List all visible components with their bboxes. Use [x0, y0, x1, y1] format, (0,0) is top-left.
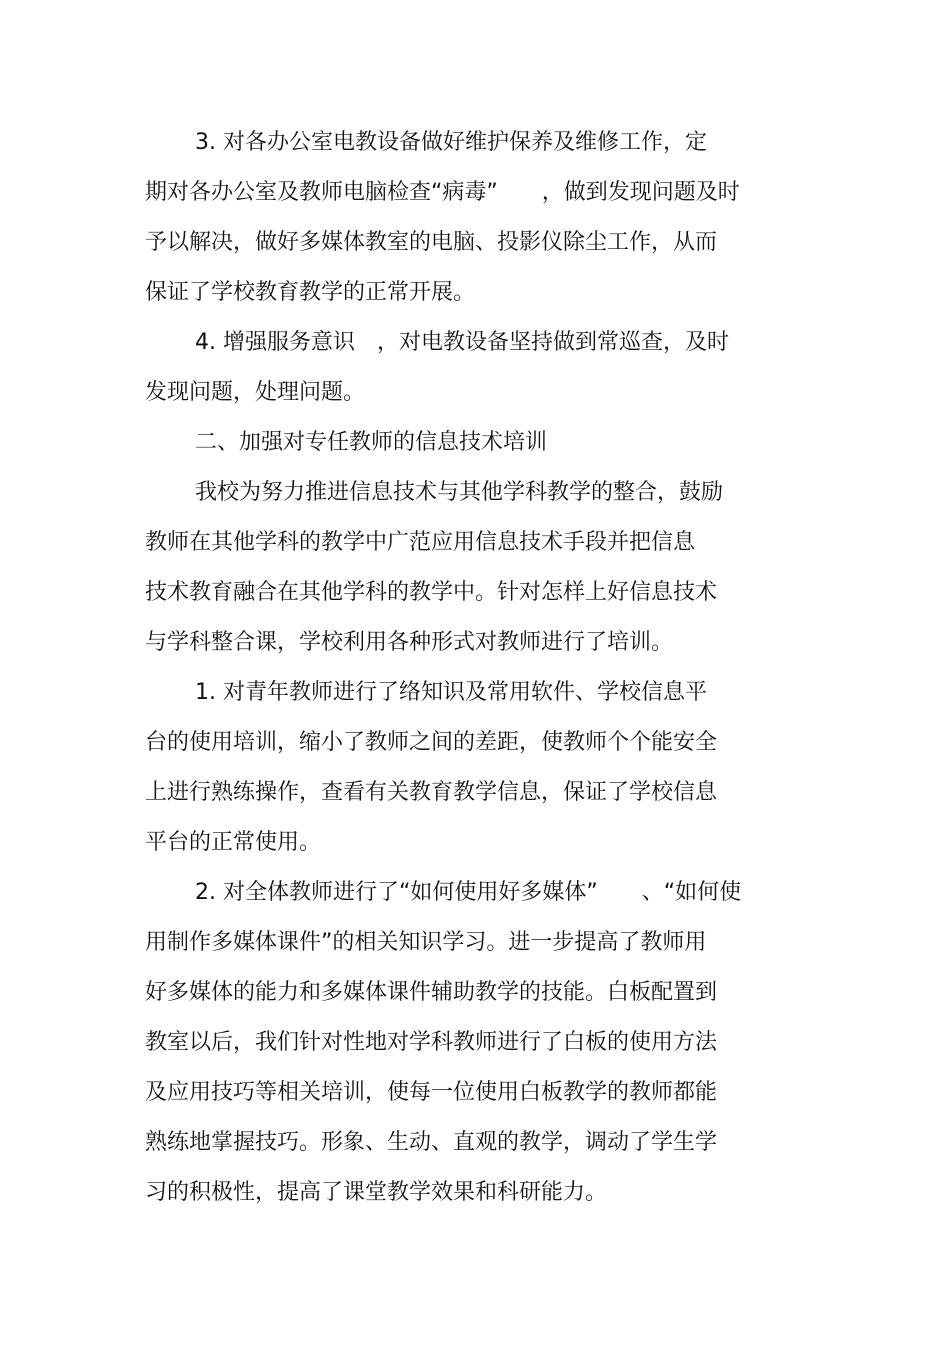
- text-line: 好多媒体的能力和多媒体课件辅助教学的技能。白板配置到: [145, 980, 718, 1005]
- text-line: 发现问题，处理问题。: [145, 380, 366, 405]
- text-line: 台的使用培训，缩小了教师之间的差距，使教师个个能安全: [145, 730, 718, 755]
- text-line: 教师在其他学科的教学中广范应用信息技术手段并把信息: [145, 530, 696, 555]
- text-line: 3. 对各办公室电教设备做好维护保养及维修工作，定: [195, 130, 707, 155]
- text-line: 技术教育融合在其他学科的教学中。针对怎样上好信息技术: [145, 580, 718, 605]
- text-line: 用制作多媒体课件”的相关知识学习。进一步提高了教师用: [145, 930, 707, 955]
- text-line: 习的积极性，提高了课堂教学效果和科研能力。: [145, 1180, 608, 1205]
- section-heading: 二、加强对专任教师的信息技术培训: [195, 430, 548, 455]
- text-line: 期对各办公室及教师电脑检查“病毒” ，做到发现问题及时: [145, 180, 740, 205]
- text-line: 上进行熟练操作，查看有关教育教学信息，保证了学校信息: [145, 780, 718, 805]
- text-line: 与学科整合课，学校利用各种形式对教师进行了培训。: [145, 630, 674, 655]
- text-line: 平台的正常使用。: [145, 830, 322, 855]
- text-line: 保证了学校教育教学的正常开展。: [145, 280, 476, 305]
- text-line: 教室以后，我们针对性地对学科教师进行了白板的使用方法: [145, 1030, 718, 1055]
- text-line: 4. 增强服务意识 ，对电教设备坚持做到常巡查，及时: [195, 330, 729, 355]
- text-line: 1. 对青年教师进行了络知识及常用软件、学校信息平: [195, 680, 707, 705]
- text-line: 予以解决，做好多媒体教室的电脑、投影仪除尘工作，从而: [145, 230, 718, 255]
- text-line: 熟练地掌握技巧。形象、生动、直观的教学，调动了学生学: [145, 1130, 718, 1155]
- text-line: 及应用技巧等相关培训，使每一位使用白板教学的教师都能: [145, 1080, 718, 1105]
- text-line: 2. 对全体教师进行了“如何使用好多媒体” 、“如何使: [195, 880, 742, 905]
- text-line: 我校为努力推进信息技术与其他学科教学的整合，鼓励: [195, 480, 724, 505]
